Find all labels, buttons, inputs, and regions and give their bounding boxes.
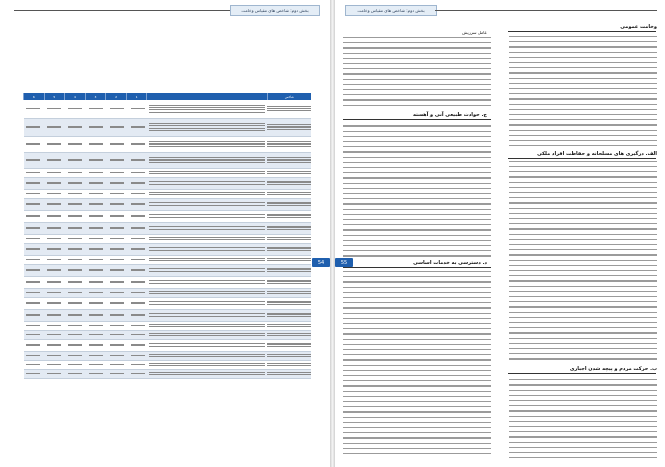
description-cell xyxy=(147,210,267,222)
indicator-name-cell xyxy=(267,264,311,276)
value-cells xyxy=(24,136,147,152)
heading-general-severity: وخامت عمومی xyxy=(620,24,657,30)
text-line xyxy=(343,359,491,360)
text-line xyxy=(509,400,657,401)
column-header: 6 xyxy=(24,93,45,100)
text-line xyxy=(509,426,657,427)
description-cell xyxy=(147,118,267,136)
text-line xyxy=(509,410,657,411)
text-line xyxy=(509,62,657,63)
text-line xyxy=(509,348,657,349)
value-cells xyxy=(24,288,147,297)
text-line xyxy=(509,338,657,339)
value-cells xyxy=(24,152,147,168)
text-line xyxy=(509,93,657,94)
column-header: شاخص xyxy=(267,93,311,100)
text-line xyxy=(509,327,657,328)
heading-rule xyxy=(508,158,656,159)
text-line xyxy=(509,52,657,53)
table-row xyxy=(24,189,312,198)
value-cells xyxy=(24,189,147,198)
indicator-name-cell xyxy=(267,369,311,378)
text-line xyxy=(509,104,657,105)
text-line xyxy=(509,358,657,359)
text-line xyxy=(509,312,657,313)
right-page-header xyxy=(345,5,437,16)
text-line xyxy=(343,131,491,132)
value-cells xyxy=(24,360,147,369)
indicator-name-cell xyxy=(267,210,311,222)
value-cells xyxy=(24,351,147,360)
description-cell xyxy=(147,168,267,177)
text-line xyxy=(509,249,657,250)
text-line xyxy=(343,125,491,126)
value-cells xyxy=(24,243,147,255)
description-cell xyxy=(147,276,267,288)
text-line xyxy=(343,105,491,106)
text-line xyxy=(343,53,491,54)
value-cells xyxy=(24,210,147,222)
text-line xyxy=(343,84,491,85)
text-line xyxy=(343,370,491,371)
text-line xyxy=(343,136,491,137)
text-line xyxy=(509,182,657,183)
value-cells xyxy=(24,255,147,264)
text-line xyxy=(343,219,491,220)
indicator-table xyxy=(23,93,311,379)
text-line xyxy=(343,94,491,95)
text-line xyxy=(509,83,657,84)
indicator-name-cell xyxy=(267,136,311,152)
text-line xyxy=(509,332,657,333)
text-line xyxy=(343,73,491,74)
text-line xyxy=(509,265,657,266)
heading-rule xyxy=(343,267,491,268)
text-line xyxy=(343,89,491,90)
text-line xyxy=(509,239,657,240)
column-header: 1 xyxy=(126,93,147,100)
text-line xyxy=(509,166,657,167)
text-line xyxy=(343,422,491,423)
table-header-row xyxy=(24,93,312,100)
text-line xyxy=(343,385,491,386)
text-line xyxy=(509,202,657,203)
text-line xyxy=(343,333,491,334)
indicator-name-cell xyxy=(267,276,311,288)
indicator-name-cell xyxy=(267,309,311,321)
indicator-name-cell xyxy=(267,177,311,189)
column-header: 5 xyxy=(44,93,65,100)
text-line xyxy=(509,218,657,219)
text-line xyxy=(343,198,491,199)
value-cells xyxy=(24,264,147,276)
text-line xyxy=(509,317,657,318)
indicator-name-cell xyxy=(267,234,311,243)
text-line xyxy=(343,63,491,64)
text-line xyxy=(343,235,491,236)
text-line xyxy=(343,214,491,215)
text-line xyxy=(509,124,657,125)
indicator-name-cell xyxy=(267,100,311,118)
text-line xyxy=(343,68,491,69)
text-line xyxy=(343,240,491,241)
table-row xyxy=(24,360,312,369)
text-line xyxy=(343,209,491,210)
text-line xyxy=(343,365,491,366)
text-line xyxy=(509,197,657,198)
indicator-name-cell xyxy=(267,152,311,168)
text-line xyxy=(509,395,657,396)
text-line xyxy=(343,375,491,376)
text-line xyxy=(343,437,491,438)
text-line xyxy=(343,151,491,152)
text-line xyxy=(343,417,491,418)
text-line xyxy=(343,146,491,147)
text-line xyxy=(343,339,491,340)
text-line xyxy=(509,135,657,136)
text-line xyxy=(509,119,657,120)
text-line xyxy=(343,47,491,48)
text-line xyxy=(509,270,657,271)
text-line xyxy=(343,323,491,324)
text-line xyxy=(509,228,657,229)
table-row xyxy=(24,351,312,360)
text-line xyxy=(343,344,491,345)
value-cells xyxy=(24,168,147,177)
table-row xyxy=(24,297,312,309)
description-cell xyxy=(147,297,267,309)
heading-armed-conflict: الف. درگیری های مسلحانه و حفاظت افراد ملکی xyxy=(537,151,657,157)
text-line xyxy=(509,275,657,276)
indicator-name-cell xyxy=(267,189,311,198)
text-line xyxy=(509,223,657,224)
description-cell xyxy=(147,288,267,297)
text-line xyxy=(343,167,491,168)
table-row xyxy=(24,369,312,378)
text-line xyxy=(509,244,657,245)
text-line xyxy=(343,318,491,319)
text-line xyxy=(343,427,491,428)
text-line xyxy=(509,384,657,385)
text-line xyxy=(509,57,657,58)
indicator-name-cell xyxy=(267,198,311,210)
text-line xyxy=(343,406,491,407)
description-cell xyxy=(147,309,267,321)
table-row xyxy=(24,100,312,118)
text-line xyxy=(509,46,657,47)
description-cell xyxy=(147,222,267,234)
text-line xyxy=(343,183,491,184)
value-cells xyxy=(24,118,147,136)
value-cells xyxy=(24,234,147,243)
text-line xyxy=(509,114,657,115)
table-row xyxy=(24,243,312,255)
description-cell xyxy=(147,243,267,255)
text-line xyxy=(509,291,657,292)
description-cell xyxy=(147,351,267,360)
table-row xyxy=(24,198,312,210)
text-line xyxy=(343,79,491,80)
description-cell xyxy=(147,136,267,152)
description-cell xyxy=(147,177,267,189)
left-page-number: 54 xyxy=(312,258,330,267)
table-row xyxy=(24,177,312,189)
intro-label: عامل سرزیش xyxy=(462,30,487,35)
heading-rule xyxy=(343,119,491,120)
indicator-name-cell xyxy=(267,321,311,330)
text-line xyxy=(509,447,657,448)
value-cells xyxy=(24,276,147,288)
text-line xyxy=(509,390,657,391)
text-line xyxy=(509,36,657,37)
text-line xyxy=(343,396,491,397)
text-line xyxy=(509,436,657,437)
value-cells xyxy=(24,100,147,118)
text-line xyxy=(509,416,657,417)
text-line xyxy=(509,431,657,432)
text-line xyxy=(509,353,657,354)
indicator-name-cell xyxy=(267,222,311,234)
text-line xyxy=(343,281,491,282)
text-line xyxy=(509,130,657,131)
text-line xyxy=(343,292,491,293)
text-line xyxy=(343,203,491,204)
text-line xyxy=(343,172,491,173)
text-line xyxy=(343,224,491,225)
indicator-name-cell xyxy=(267,351,311,360)
indicator-name-cell xyxy=(267,360,311,369)
table-row xyxy=(24,339,312,351)
right-page xyxy=(335,0,665,467)
text-line xyxy=(509,41,657,42)
indicator-name-cell xyxy=(267,339,311,351)
table-row xyxy=(24,264,312,276)
text-line xyxy=(509,171,657,172)
description-cell xyxy=(147,339,267,351)
text-line xyxy=(343,37,491,38)
indicator-name-cell xyxy=(267,297,311,309)
text-line xyxy=(509,457,657,458)
right-header-title: بخش دوم: شاخص های مقیاس وخامت xyxy=(357,8,425,13)
text-line xyxy=(509,145,657,146)
table-row xyxy=(24,222,312,234)
indicator-name-cell xyxy=(267,330,311,339)
value-cells xyxy=(24,321,147,330)
text-line xyxy=(509,192,657,193)
value-cells xyxy=(24,177,147,189)
text-line xyxy=(343,276,491,277)
description-cell xyxy=(147,321,267,330)
description-cell xyxy=(147,189,267,198)
indicator-name-cell xyxy=(267,243,311,255)
value-cells xyxy=(24,330,147,339)
value-cells xyxy=(24,222,147,234)
right-header-rule xyxy=(435,10,657,11)
heading-rule xyxy=(508,373,656,374)
table-row xyxy=(24,136,312,152)
description-cell xyxy=(147,152,267,168)
text-line xyxy=(509,452,657,453)
text-line xyxy=(343,287,491,288)
text-line xyxy=(509,88,657,89)
left-page-header xyxy=(230,5,320,16)
text-line xyxy=(509,72,657,73)
text-line xyxy=(343,302,491,303)
table-row xyxy=(24,168,312,177)
table-row xyxy=(24,309,312,321)
text-line xyxy=(509,78,657,79)
text-line xyxy=(343,271,491,272)
text-line xyxy=(509,213,657,214)
text-line xyxy=(343,391,491,392)
text-line xyxy=(343,313,491,314)
text-line xyxy=(509,322,657,323)
text-line xyxy=(509,343,657,344)
text-line xyxy=(343,411,491,412)
table-row xyxy=(24,276,312,288)
text-line xyxy=(343,328,491,329)
text-line xyxy=(343,380,491,381)
table-row xyxy=(24,118,312,136)
left-page xyxy=(0,0,330,467)
description-cell xyxy=(147,234,267,243)
text-line xyxy=(343,297,491,298)
indicator-name-cell xyxy=(267,118,311,136)
text-line xyxy=(343,354,491,355)
indicator-name-cell xyxy=(267,288,311,297)
heading-natural-disasters: ج. حوادث طبیعی آنی و آهسته xyxy=(412,112,487,118)
text-line xyxy=(343,245,491,246)
text-line xyxy=(509,140,657,141)
description-cell xyxy=(147,264,267,276)
text-line xyxy=(509,98,657,99)
text-line xyxy=(343,307,491,308)
value-cells xyxy=(24,369,147,378)
column-header: 2 xyxy=(106,93,127,100)
text-line xyxy=(343,229,491,230)
text-line xyxy=(509,176,657,177)
text-line xyxy=(509,208,657,209)
column-header xyxy=(147,93,267,100)
value-cells xyxy=(24,309,147,321)
text-line xyxy=(343,157,491,158)
text-line xyxy=(343,250,491,251)
text-line xyxy=(509,296,657,297)
text-line xyxy=(343,453,491,454)
text-line xyxy=(343,432,491,433)
column-header: 4 xyxy=(65,93,86,100)
indicator-name-cell xyxy=(267,168,311,177)
table-row xyxy=(24,330,312,339)
text-line xyxy=(343,42,491,43)
heading-basic-services: د. دسترسی به خدمات اساسی xyxy=(413,260,487,266)
text-line xyxy=(509,379,657,380)
text-line xyxy=(343,141,491,142)
text-line xyxy=(509,280,657,281)
text-line xyxy=(509,405,657,406)
text-line xyxy=(343,401,491,402)
description-cell xyxy=(147,369,267,378)
heading-rule xyxy=(508,31,656,32)
value-cells xyxy=(24,339,147,351)
right-page-number: 55 xyxy=(335,258,353,267)
description-cell xyxy=(147,198,267,210)
table-row xyxy=(24,255,312,264)
table-row xyxy=(24,210,312,222)
text-line xyxy=(343,162,491,163)
text-line xyxy=(343,188,491,189)
table-row xyxy=(24,234,312,243)
text-line xyxy=(509,260,657,261)
text-line xyxy=(343,99,491,100)
text-line xyxy=(343,443,491,444)
text-line xyxy=(343,255,491,256)
text-line xyxy=(509,234,657,235)
text-line xyxy=(509,286,657,287)
text-line xyxy=(343,58,491,59)
text-line xyxy=(343,448,491,449)
heading-displacement: ب. حرکت مردم و پیچه شدن اجباری xyxy=(569,366,657,372)
description-cell xyxy=(147,100,267,118)
description-cell xyxy=(147,360,267,369)
text-line xyxy=(509,67,657,68)
table-row xyxy=(24,288,312,297)
text-line xyxy=(509,161,657,162)
text-line xyxy=(509,187,657,188)
column-header: 3 xyxy=(85,93,106,100)
value-cells xyxy=(24,198,147,210)
text-line xyxy=(509,109,657,110)
text-line xyxy=(343,349,491,350)
text-line xyxy=(509,421,657,422)
table-row xyxy=(24,321,312,330)
text-line xyxy=(509,301,657,302)
text-line xyxy=(343,177,491,178)
text-line xyxy=(509,254,657,255)
description-cell xyxy=(147,330,267,339)
table-row xyxy=(24,152,312,168)
description-cell xyxy=(147,255,267,264)
left-header-rule xyxy=(14,10,230,11)
text-line xyxy=(509,442,657,443)
text-line xyxy=(509,306,657,307)
value-cells xyxy=(24,297,147,309)
left-header-title: بخش دوم: شاخص های مقیاس وخامت xyxy=(241,8,309,13)
text-line xyxy=(343,193,491,194)
indicator-name-cell xyxy=(267,255,311,264)
